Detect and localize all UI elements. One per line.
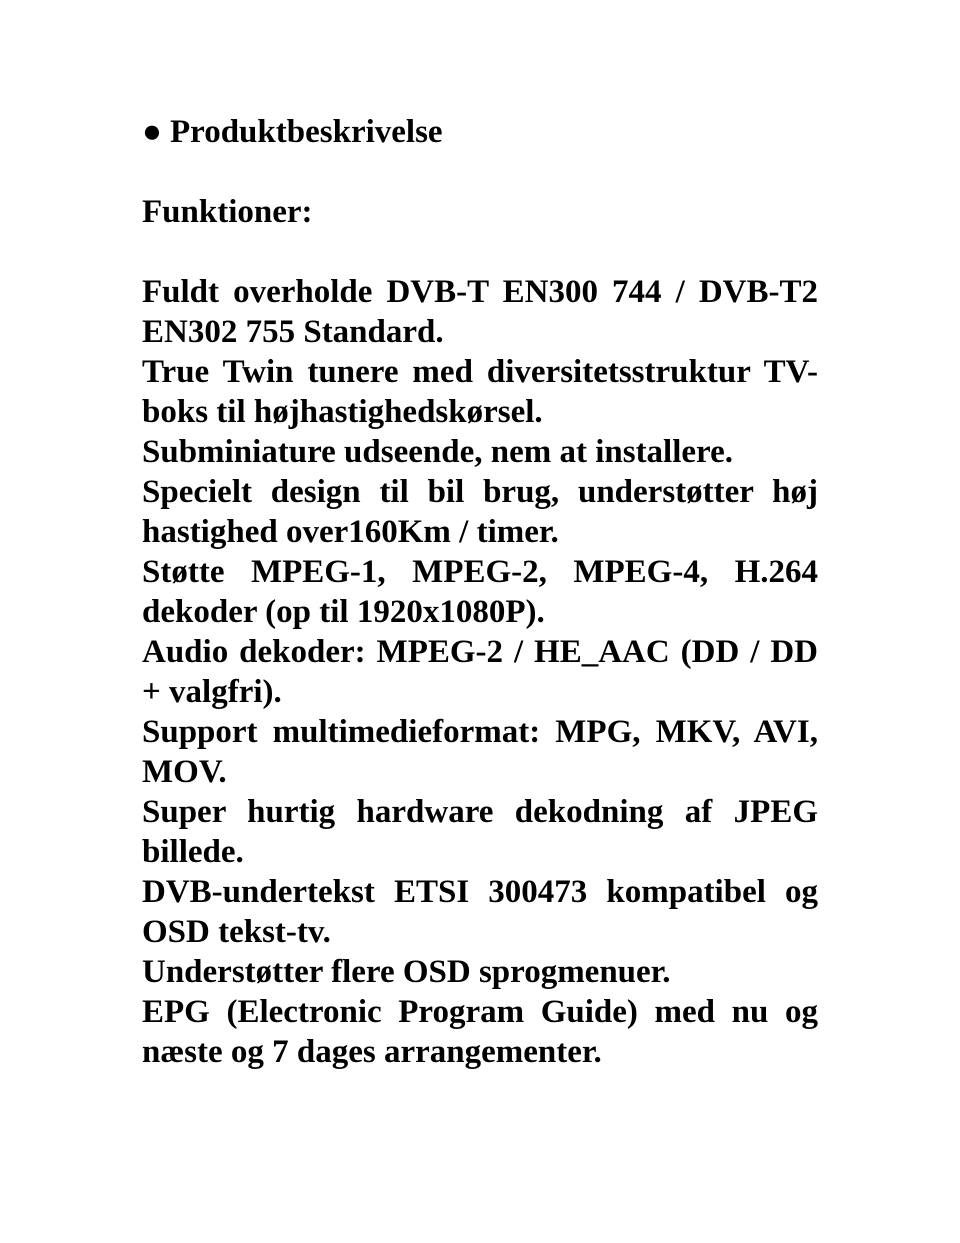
feature-item-car-design: Specielt design til bil brug, understøtter høj hastighed over160Km / timer. [142,474,818,550]
feature-item-dvb-subtitle: DVB-undertekst ETSI 300473 kompatibel og OSD tekst-tv. [142,874,818,950]
feature-item-subminiature: Subminiature udseende, nem at installere. [142,434,733,470]
feature-item-video-decoder: Støtte MPEG-1, MPEG-2, MPEG-4, H.264 dekoder (op til 1920x1080P). [142,554,818,630]
feature-item-dvb-standard: Fuldt overholde DVB-T EN300 744 / DVB-T2 EN302 755 Standard. [142,274,818,350]
bullet-icon: ● [142,114,162,150]
feature-item-jpeg-decoding: Super hurtig hardware dekodning af JPEG billede. [142,794,818,870]
feature-item-multimedia-format: Support multimedieformat: MPG, MKV, AVI, MOV. [142,714,818,790]
section-heading [142,112,818,152]
features-subheading: Funktioner: [142,194,313,230]
document-page [142,112,818,1072]
section-title: Produktbeskrivelse [170,114,443,150]
feature-item-twin-tuner: True Twin tunere med diversitetsstruktur TV-boks til højhastighedskørsel. [142,354,818,430]
features-list [142,272,818,1072]
feature-item-audio-decoder: Audio dekoder: MPEG-2 / HE_AAC (DD / DD + valgfri). [142,634,818,710]
feature-item-epg: EPG (Electronic Program Guide) med nu og næste og 7 dages arrangementer. [142,994,818,1070]
feature-item-osd-menus: Understøtter flere OSD sprogmenuer. [142,954,671,990]
